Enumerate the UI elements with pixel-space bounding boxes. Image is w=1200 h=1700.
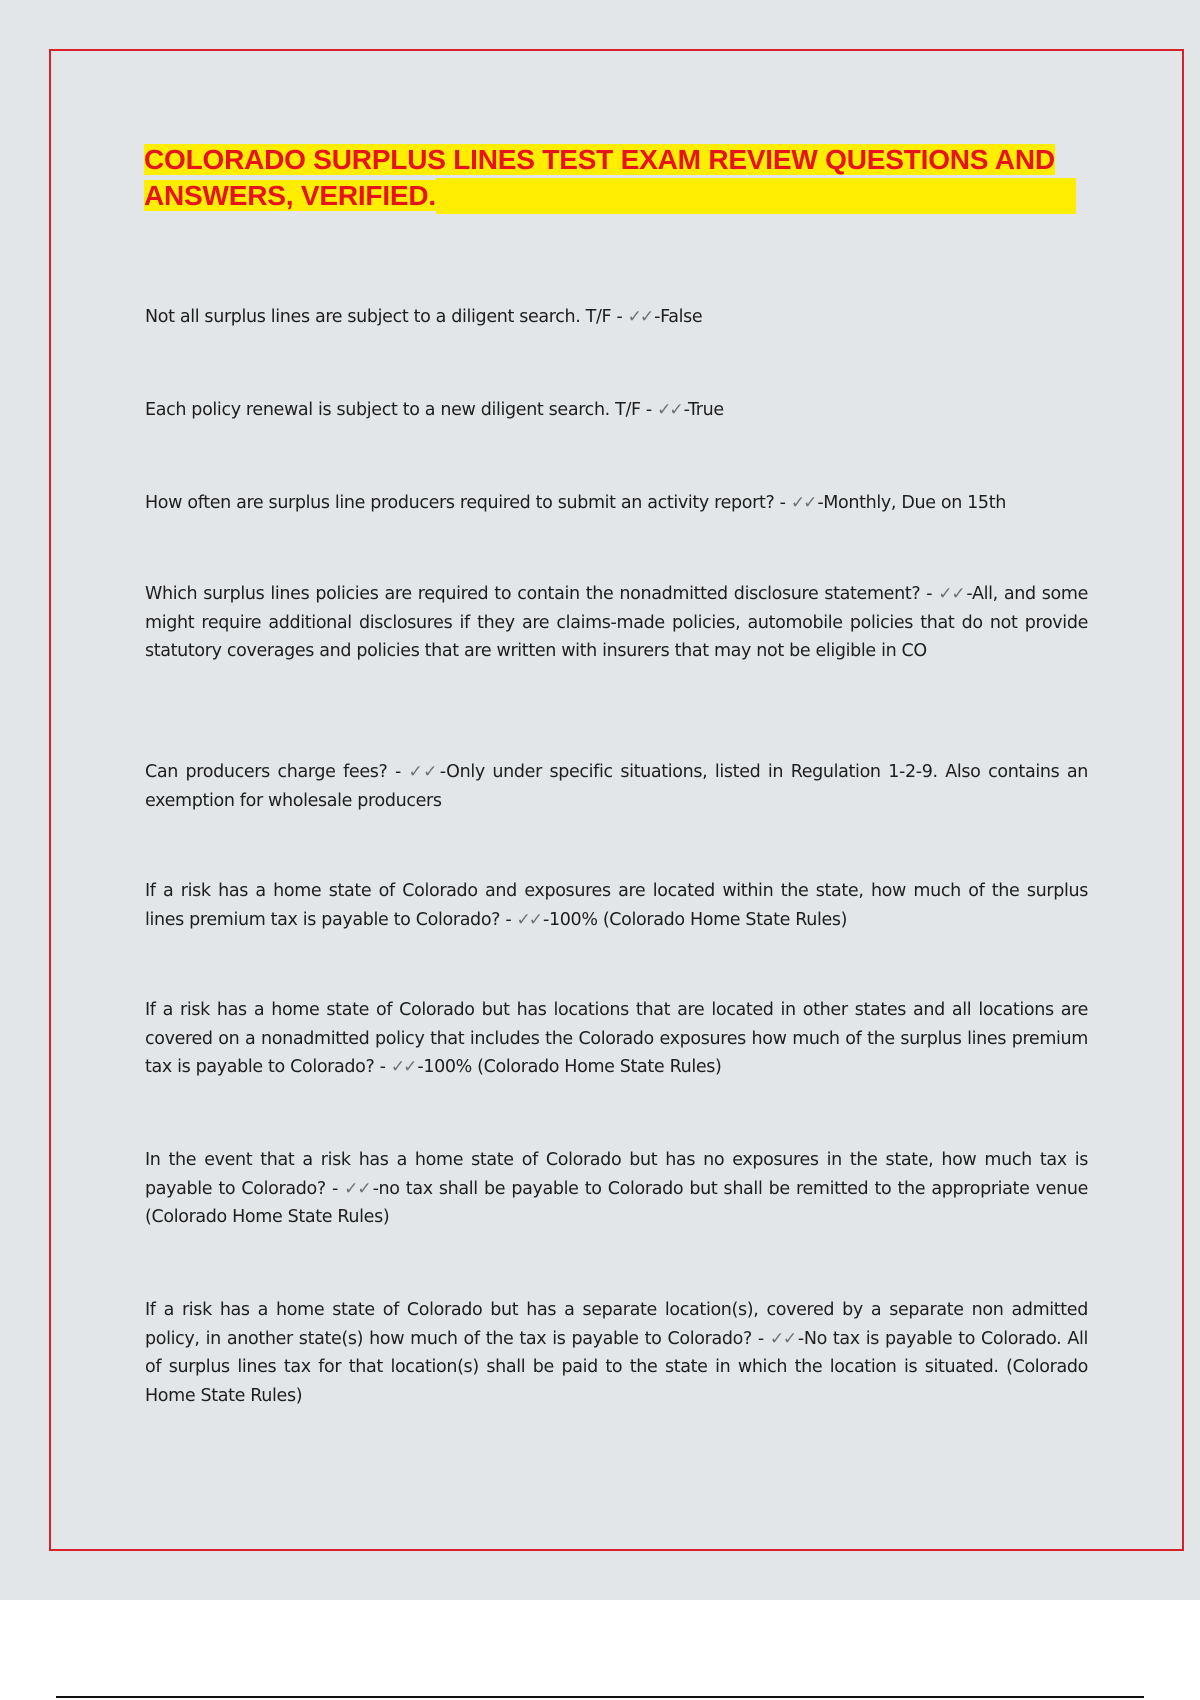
double-checkmark-icon: ✓✓ <box>390 1057 416 1077</box>
answer-text: -No tax is payable to Colorado. All of surplus lines tax for that location(s) shall be paid to the state in which the location is situated. (Colorado Home State Rules) <box>145 1328 1089 1406</box>
answer-text: -100% (Colorado Home State Rules) <box>417 1057 722 1077</box>
double-checkmark-icon: ✓✓ <box>790 493 816 513</box>
answer-text: -True <box>683 400 724 420</box>
double-checkmark-icon: ✓✓ <box>627 307 653 327</box>
double-checkmark-icon: ✓✓ <box>408 762 438 782</box>
qa-item: Not all surplus lines are subject to a diligent search. T/F - ✓✓ -False <box>145 307 703 327</box>
double-checkmark-icon: ✓✓ <box>657 400 682 420</box>
qa-item: Each policy renewal is subject to a new diligent search. T/F - ✓✓ -True <box>145 400 724 420</box>
answer-text: -100% (Colorado Home State Rules) <box>543 909 848 930</box>
double-checkmark-icon: ✓✓ <box>769 1328 796 1349</box>
qa-item: How often are surplus line producers required to submit an activity report? - ✓✓ -Monthly, Due on 15th <box>145 493 1006 513</box>
question-text: If a risk has a home state of Colorado and exposures are located within the state, how much of the surplus lines premium tax is payable to Colorado? <box>145 881 1088 930</box>
footer-divider <box>56 1696 1144 1698</box>
question-text: In the event that a risk has a home state of Colorado but has no exposures in the state, how much tax is payable to Colorado? <box>145 1150 1088 1199</box>
double-checkmark-icon: ✓✓ <box>516 909 542 930</box>
question-text: How often are surplus line producers required to submit an activity report? <box>145 493 775 513</box>
title-text <box>144 142 1092 214</box>
qa-item: Which surplus lines policies are required to contain the nonadmitted disclosure statement? - ✓✓ -All, and some might require additional disclosures if they are claims-made policies, automobile policies that do not provide statutory coverages and policies that are written with insurers that may not be eligible in CO <box>145 584 1088 661</box>
qa-item: If a risk has a home state of Colorado and exposures are located within the state, how much of the surplus lines premium tax is payable to Colorado? - ✓✓ -100% (Colorado Home State Rules) <box>145 881 1088 930</box>
answer-text: -Only under specific situations, listed in Regulation 1-2-9. Also contains an exemption for wholesale producers <box>145 762 1089 811</box>
question-text: Not all surplus lines are subject to a diligent search. T/F <box>145 307 612 327</box>
question-text: If a risk has a home state of Colorado but has locations that are located in other states and all locations are covered on a nonadmitted policy that includes the Colorado exposures how much of the surplus lines premium tax is payable to Colorado? <box>145 1000 1088 1077</box>
qa-item: If a risk has a home state of Colorado but has a separate location(s), covered by a separate non admitted policy, in another state(s) how much of the tax is payable to Colorado? - ✓✓ -No tax is payable to Colorado. All of surplus lines tax for that location(s) shall be paid to the state in which the location is situated. (Colorado Home State Rules) <box>145 1300 1089 1406</box>
answer-text: -False <box>654 307 703 327</box>
qa-item: Can producers charge fees? - ✓✓ -Only under specific situations, listed in Regulation 1-2-9. Also contains an exemption for wholesale producers <box>145 762 1089 811</box>
answer-text: -no tax shall be payable to Colorado but shall be remitted to the appropriate venue (Colorado Home State Rules) <box>145 1178 1088 1227</box>
document-title <box>144 142 1092 214</box>
answer-text: -All, and some might require additional disclosures if they are claims-made policies, automobile policies that do not provide statutory coverages and policies that are written with insurers that may not be eligible in CO <box>145 584 1088 661</box>
title-line-2: ANSWERS, VERIFIED. <box>144 180 436 211</box>
question-text: Which surplus lines policies are required to contain the nonadmitted disclosure statement? <box>145 584 921 604</box>
question-text: If a risk has a home state of Colorado but has a separate location(s), covered by a separate non admitted policy, in another state(s) how much of the tax is payable to Colorado? <box>145 1300 1088 1349</box>
double-checkmark-icon: ✓✓ <box>938 584 965 604</box>
question-text: Each policy renewal is subject to a new diligent search. T/F <box>145 400 641 420</box>
qa-item: In the event that a risk has a home state of Colorado but has no exposures in the state, how much tax is payable to Colorado? - ✓✓ -no tax shall be payable to Colorado but shall be remitted to the appropriate venue (Colorado Home State Rules) <box>145 1150 1088 1227</box>
title-highlight-tail <box>436 178 1076 214</box>
answer-text: -Monthly, Due on 15th <box>817 493 1006 513</box>
qa-item: If a risk has a home state of Colorado but has locations that are located in other states and all locations are covered on a nonadmitted policy that includes the Colorado exposures how much of the surplus lines premium tax is payable to Colorado? - ✓✓ -100% (Colorado Home State Rules) <box>145 1000 1088 1077</box>
title-line-1: COLORADO SURPLUS LINES TEST EXAM REVIEW QUESTIONS AND <box>144 144 1055 175</box>
question-text: Can producers charge fees? <box>145 762 388 782</box>
double-checkmark-icon: ✓✓ <box>344 1178 371 1199</box>
